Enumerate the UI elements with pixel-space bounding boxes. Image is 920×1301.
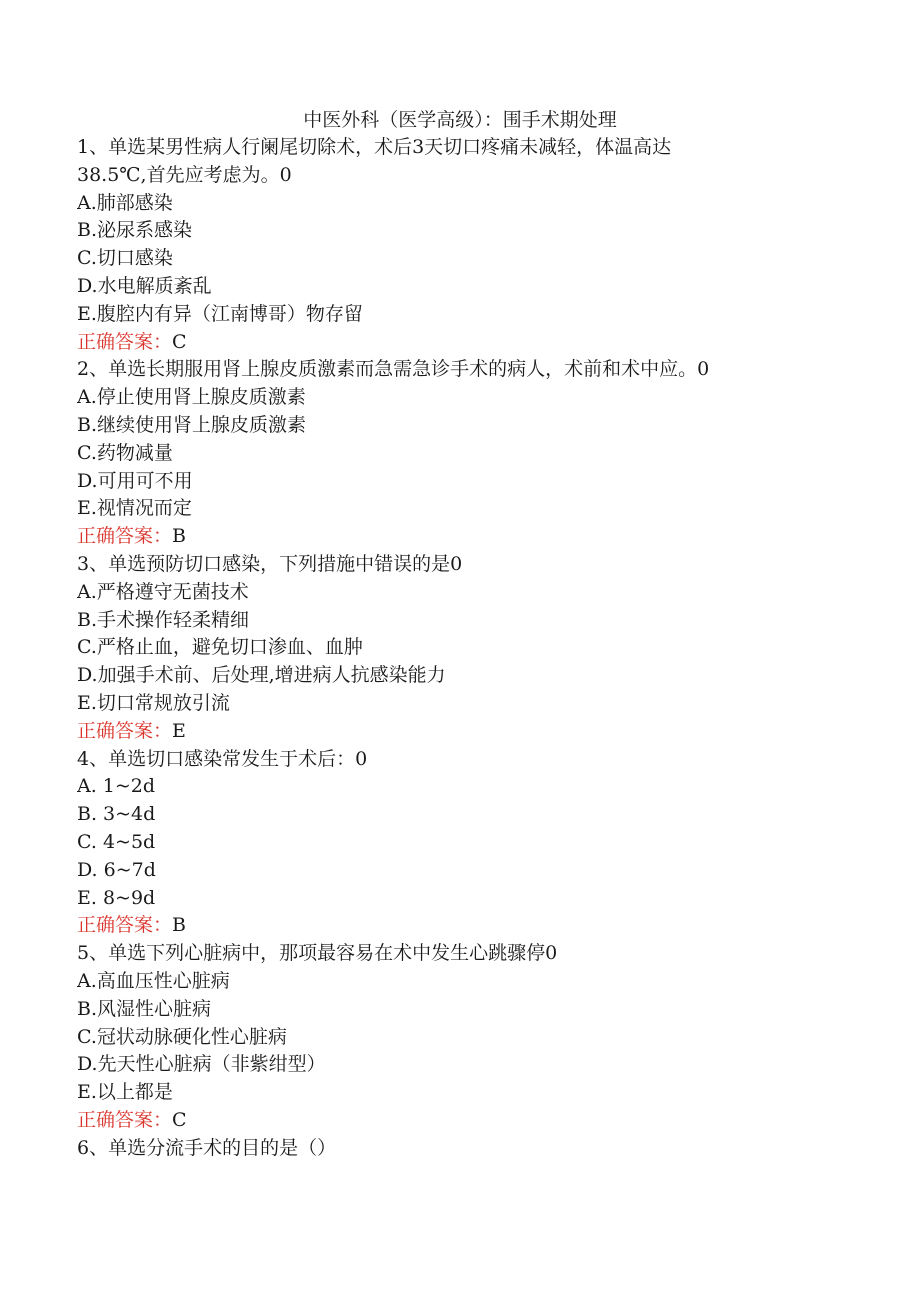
correct-answer-label: 正确答案： [77,719,173,742]
correct-answer-value: B [172,525,186,548]
correct-answer [77,912,857,940]
answer-option: E.切口常规放引流 [77,691,230,714]
answer-option: E. 8~9d [77,886,156,909]
question-block [77,134,857,356]
question-stem: 38.5℃,首先应考虑为。0 [77,163,292,186]
answer-option: C.药物减量 [77,441,173,464]
document-title: 中医外科（医学高级）：围手术期处理 [303,109,617,131]
question-stem: 2、单选长期服用肾上腺皮质激素而急需急诊手术的病人，术前和术中应。0 [77,358,710,381]
answer-option: D.加强手术前、后处理,增进病人抗感染能力 [77,664,446,687]
answer-option: B.风湿性心脏病 [77,997,212,1020]
correct-answer-label: 正确答案： [77,330,173,353]
answer-option: D.先天性心脏病（非紫绀型） [77,1053,326,1076]
answer-option: D. 6~7d [77,858,156,881]
answer-option: B.继续使用肾上腺皮质激素 [77,413,307,436]
correct-answer-label: 正确答案： [77,914,173,937]
question-block [77,1135,857,1163]
correct-answer [77,718,857,746]
correct-answer-value: C [172,330,187,353]
answer-option: E.视情况而定 [77,497,192,520]
question-stem: 3、单选预防切口感染，下列措施中错误的是0 [77,552,463,575]
correct-answer-label: 正确答案： [77,525,173,548]
answer-option: B. 3~4d [77,803,156,826]
answer-option: C.切口感染 [77,247,173,270]
question-stem: 1、单选某男性病人行阑尾切除术，术后3天切口疼痛未减轻，体温高达 [77,136,672,158]
correct-answer-value: E [172,719,186,742]
answer-option: E.以上都是 [77,1081,173,1104]
answer-option: C. 4~5d [77,830,156,853]
answer-option: B.泌尿系感染 [77,219,193,242]
correct-answer [77,1107,857,1135]
question-stem: 5、单选下列心脏病中，那项最容易在术中发生心跳骤停0 [77,942,558,965]
question-stem: 4、单选切口感染常发生于术后：0 [77,747,368,770]
question-list [77,134,857,1162]
answer-option: A. 1~2d [77,775,156,798]
answer-option: A.停止使用肾上腺皮质激素 [77,386,306,409]
answer-option: D.可用可不用 [77,469,193,492]
correct-answer-label: 正确答案： [77,1108,173,1131]
correct-answer [77,329,857,357]
answer-option: A.高血压性心脏病 [77,969,230,992]
question-block [77,551,857,746]
question-block [77,940,857,1135]
answer-option: E.腹腔内有异（江南博哥）物存留 [77,302,363,325]
question-block [77,746,857,941]
correct-answer-value: B [172,914,186,937]
answer-option: C.冠状动脉硬化性心脏病 [77,1025,287,1048]
answer-option: C.严格止血，避免切口渗血、血肿 [77,636,363,659]
question-block [77,356,857,551]
answer-option: A.严格遵守无菌技术 [77,580,249,603]
answer-option: B.手术操作轻柔精细 [77,608,250,631]
answer-option: D.水电解质紊乱 [77,274,212,297]
answer-option: A.肺部感染 [77,191,173,214]
correct-answer [77,523,857,551]
correct-answer-value: C [172,1108,187,1131]
question-stem: 6、单选分流手术的目的是（） [77,1136,337,1159]
